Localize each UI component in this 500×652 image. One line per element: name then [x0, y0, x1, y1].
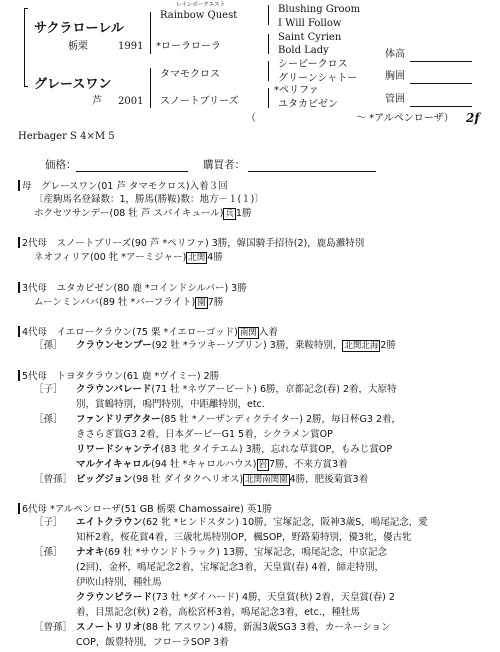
offspring-row	[34, 548, 387, 558]
family-number: 2f	[466, 111, 480, 125]
region-badge: 岩	[258, 460, 268, 470]
dam-color: 芦	[92, 96, 102, 107]
horse-name: エイトクラウン	[76, 517, 143, 528]
bracket	[150, 68, 151, 108]
inbreeding: Herbager S 4×M 5	[18, 131, 115, 142]
offspring-text: (71 牡 *ネヴアービート) 6勝，京都記念(春) 2着，大原特	[151, 384, 397, 395]
section-title: 6代母 *アルペンローザ(51 GB 栃栗 Chamossaire) 英1勝	[22, 504, 272, 515]
section-head	[18, 180, 228, 192]
bracket-tick	[24, 8, 28, 9]
section-title: 母 グレースワン(01 芦 タマモクロス)入着３回	[22, 181, 228, 192]
section-marker	[18, 370, 20, 381]
sire-color: 栃栗	[68, 41, 88, 52]
offspring-continued: きさらぎ賞G3 2着，日本ダービーG1 5着，シクラメン賞OP	[76, 429, 333, 440]
section-marker	[18, 282, 20, 293]
offspring-row	[34, 341, 396, 351]
offspring-continued: 伊吹山特別，種牡馬	[76, 577, 162, 588]
horse-name: スノートリリオ	[76, 622, 143, 633]
dam-name: グレースワン	[34, 77, 112, 92]
offspring-row	[34, 623, 391, 633]
section-title: 2代母 スノートブリーズ(90 芦 *ペリファ) 3勝，韓国騎手招待(2)，鹿島灘特別	[22, 238, 365, 249]
section-marker	[18, 237, 20, 248]
relation-tag: ［曾孫］	[34, 474, 73, 485]
offspring-result: 1勝	[235, 208, 252, 219]
region-badge: 北関	[188, 253, 206, 263]
section-head	[18, 370, 219, 382]
offspring-continued: COP，飯豊特別，フローラSOP 3着	[76, 637, 229, 648]
region-badge: 園	[197, 298, 206, 308]
bracket-left	[24, 8, 25, 86]
offspring-text: (85 牡 *ノーザンディクテイター) 2勝，毎日杯G3 2着，	[160, 414, 401, 425]
offspring-row	[76, 593, 395, 603]
relation-tag: ［孫］	[34, 340, 63, 351]
region-badge: 兵	[225, 209, 234, 219]
bracket	[268, 34, 269, 54]
section-title: 3代母 ユタカビゼン(80 鹿 *コインドシルバー) 3勝	[22, 283, 247, 294]
bracket	[150, 12, 151, 54]
offspring-result: 2勝	[380, 340, 396, 351]
relation-tag: ［孫］	[34, 414, 63, 425]
sire-name: サクラローレル	[34, 21, 124, 36]
offspring-result: 4勝	[207, 252, 223, 263]
section-title: 5代母 トヨタクラウン(61 鹿 *ヴイミー) 2勝	[22, 371, 220, 382]
g3-3: Saint Cyrien	[278, 32, 342, 43]
dam-year: 2001	[118, 96, 144, 107]
g2-sire-sire: Rainbow Quest	[160, 10, 238, 21]
bracket	[268, 61, 269, 81]
relation-tag: ［曾孫］	[34, 622, 73, 633]
section-marker	[18, 180, 20, 191]
offspring-result: 4勝，肥後菊賞3着	[289, 474, 369, 485]
horse-name: ナオキ	[76, 547, 105, 558]
offspring-text: ホクセツサンデー(08 牡 芦 スパイキュール)	[34, 208, 224, 219]
offspring-text: (69 牡 *サウンドトラック) 13勝，宝塚記念，鳴尾記念，中京記念	[104, 547, 388, 558]
section-head	[18, 326, 278, 338]
section-line: 〔産駒馬名登録数：1，勝馬(勝鞍)数：地方－１(１)〕	[34, 194, 264, 205]
offspring-row	[76, 445, 392, 455]
section-head	[18, 237, 364, 249]
buyer-field-line[interactable]	[248, 171, 376, 172]
offspring-continued: 着，目黒記念(秋) 2着，高松宮杯3着，鳴尾記念3着，etc.，種牡馬	[76, 607, 360, 618]
section-title: 4代母 イエロークラウン(75 栗 *イエローゴッド)	[22, 327, 238, 338]
offspring-text: ネオフィリア(00 牝 *アーミジャー)	[34, 252, 187, 263]
cannon-label: 管囲	[385, 94, 405, 105]
g3-2: I Will Follow	[278, 18, 342, 29]
offspring-text: (73 牡 *ダイハード) 4勝，天皇賞(秋) 2着，天皇賞(春) 2	[152, 592, 395, 603]
family-line: （ ～ *アルペンローザ）	[246, 113, 454, 124]
g3-6: グリーンシャトー	[278, 73, 358, 84]
region-badge: 北関南関園	[245, 475, 288, 485]
region-badge: 南関	[239, 328, 257, 338]
g2-dam-sire: タマモクロス	[160, 69, 220, 80]
offspring-text: (88 牝 アスワン) 4勝，新潟3歳SG3 3着，カーネーション	[142, 622, 391, 633]
price-field-line[interactable]	[76, 171, 188, 172]
g2-dam-dam: スノートブリーズ	[160, 96, 239, 107]
g3-7: *ペリファ	[274, 85, 319, 96]
offspring-row	[76, 460, 348, 470]
height-label: 体高	[385, 49, 405, 60]
offspring-row	[34, 415, 401, 425]
horse-name: クラウンピラード	[76, 592, 153, 603]
offspring-text: (98 牡 ダイタクヘリオス)	[132, 474, 244, 485]
price-label: 価格：	[45, 159, 77, 171]
horse-name: リワードシャンテイ	[76, 444, 161, 455]
section-marker	[18, 326, 20, 337]
offspring-text: ムーンミンババ(89 牡 *バーフライト)	[34, 297, 196, 308]
section-head	[18, 503, 272, 515]
height-field-line[interactable]	[410, 61, 472, 62]
offspring-result: 7勝，不来方賞3着	[269, 459, 348, 470]
g3-4: Bold Lady	[278, 45, 329, 56]
offspring-row	[34, 475, 368, 485]
g3-5: シービークロス	[278, 59, 348, 70]
g2-sire-dam: *ローラローラ	[156, 41, 221, 52]
girth-field-line[interactable]	[410, 83, 472, 84]
offspring-continued: (2回)，金杯，鳴尾記念2着，宝塚記念3着，天皇賞(春) 4着，師走特別，	[76, 562, 385, 573]
offspring-row	[34, 253, 223, 263]
horse-name: ファンドリデクター	[76, 414, 161, 425]
offspring-row	[34, 385, 397, 395]
girth-label: 胸囲	[385, 71, 405, 82]
buyer-label: 購買者：	[203, 159, 245, 171]
offspring-text: (83 牝 タイテエム) 3勝，忘れな草賞OP，もみじ賞OP	[160, 444, 393, 455]
horse-name: クラウンセンプー	[76, 340, 152, 351]
bracket	[268, 5, 269, 25]
offspring-row	[34, 298, 223, 308]
offspring-text: (94 牡 *キャロルハウス)	[151, 459, 257, 470]
sire-year: 1991	[118, 41, 144, 52]
offspring-text: (92 牡 *ラツキーソブリン) 3勝，乗鞍特別，	[151, 340, 343, 351]
section-head	[18, 282, 247, 294]
offspring-text: (62 牝 *ヒンドスタン) 10勝，宝塚記念，阪神3歳S，鳴尾記念，愛	[142, 517, 428, 528]
relation-tag: ［子］	[34, 517, 63, 528]
region-badge: 北関北海	[344, 341, 379, 351]
g3-8: ユタカビゼン	[278, 99, 338, 110]
offspring-row	[34, 518, 428, 528]
bracket-tick	[24, 86, 28, 87]
offspring-continued: 別，賞鶴特別，鳴門特別，中距離特別，etc.	[76, 399, 265, 410]
relation-tag: ［子］	[34, 384, 63, 395]
horse-name: ビッグジョン	[76, 474, 133, 485]
offspring-row	[34, 209, 251, 219]
offspring-result: 7勝	[207, 297, 224, 308]
bracket	[268, 88, 269, 108]
horse-name: マルケイキャロル	[76, 459, 152, 470]
cannon-field-line[interactable]	[410, 106, 472, 107]
g2-ruby: レインボークエスト	[176, 2, 226, 8]
relation-tag: ［孫］	[34, 547, 63, 558]
g3-1: Blushing Groom	[278, 4, 361, 15]
offspring-continued: 知杯2着，桜花賞4着，三歳牝馬特別OP，楓SOP，野路菊特別，優3牝，優古牝	[76, 532, 412, 543]
section-marker	[18, 503, 20, 514]
horse-name: クラウンパレード	[76, 384, 152, 395]
section-title-end: 入着	[258, 327, 278, 338]
